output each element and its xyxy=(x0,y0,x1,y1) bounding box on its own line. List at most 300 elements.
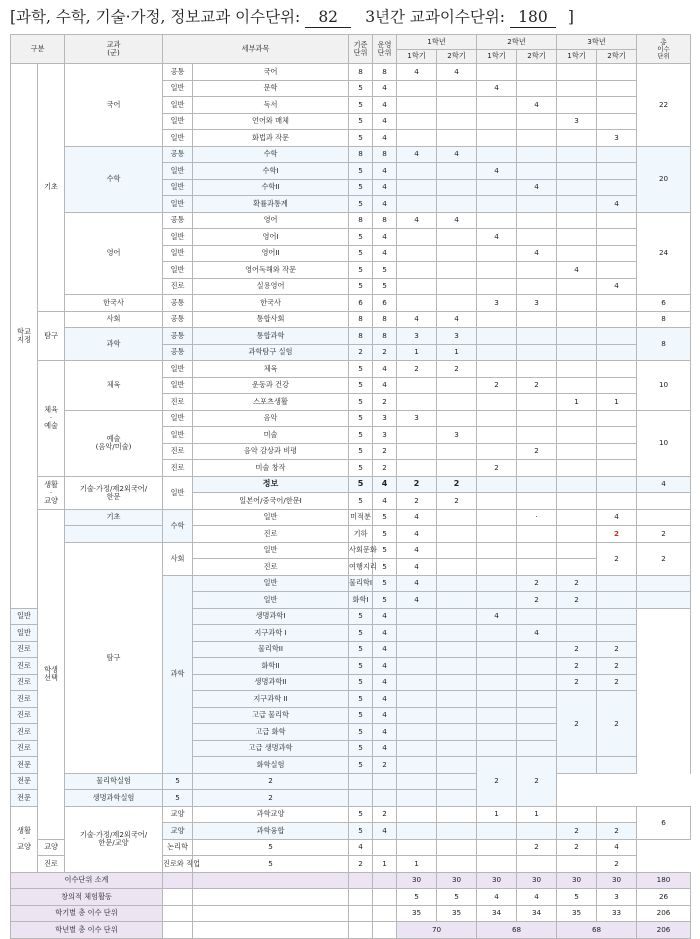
summary-empty-cell xyxy=(193,905,349,922)
table-cell: 5 xyxy=(349,757,373,774)
science-math-units: 82 xyxy=(305,7,351,28)
table-cell xyxy=(397,295,437,312)
table-cell xyxy=(637,509,691,526)
table-cell: 4 xyxy=(373,691,397,708)
table-cell: 4 xyxy=(477,163,517,180)
table-cell: 4 xyxy=(437,311,477,328)
table-cell xyxy=(397,443,437,460)
table-cell xyxy=(557,625,597,642)
table-cell xyxy=(517,823,557,840)
table-cell xyxy=(557,311,597,328)
table-cell: 4 xyxy=(477,229,517,246)
table-cell: 일반 xyxy=(193,592,349,609)
table-cell: 4 xyxy=(517,97,557,114)
table-cell xyxy=(397,641,437,658)
table-footer xyxy=(11,872,691,938)
table-cell: 5 xyxy=(373,575,397,592)
table-cell xyxy=(437,641,477,658)
table-cell: 체육 · 예술 xyxy=(38,361,65,477)
table-cell xyxy=(477,559,517,576)
table-cell: 공통 xyxy=(163,295,193,312)
table-cell: 4 xyxy=(373,641,397,658)
table-cell: 8 xyxy=(349,64,373,81)
table-cell: 수학 xyxy=(163,509,193,542)
table-cell: 2 xyxy=(437,476,477,493)
table-cell: 4 xyxy=(349,839,373,856)
table-cell: 화학실험 xyxy=(193,757,349,774)
table-cell xyxy=(437,856,477,873)
table-cell xyxy=(557,377,597,394)
table-cell xyxy=(397,724,437,741)
table-cell: 일반 xyxy=(163,163,193,180)
table-cell xyxy=(477,394,517,411)
summary-empty-cell xyxy=(349,922,373,939)
table-cell: 4 xyxy=(397,509,437,526)
table-cell xyxy=(517,394,557,411)
table-cell: 공통 xyxy=(163,344,193,361)
table-cell: 4 xyxy=(397,526,437,543)
table-cell: 독서 xyxy=(193,97,349,114)
table-cell: 5 xyxy=(349,113,373,130)
table-cell: 공통 xyxy=(163,146,193,163)
table-cell xyxy=(477,691,517,708)
table-cell xyxy=(557,80,597,97)
table-cell: 2 xyxy=(193,790,349,807)
table-cell: 5 xyxy=(349,443,373,460)
table-cell: 2 xyxy=(597,674,637,691)
table-cell xyxy=(437,229,477,246)
table-cell: 2 xyxy=(397,361,437,378)
table-cell: 5 xyxy=(349,658,373,675)
table-cell: 6 xyxy=(637,295,691,312)
table-cell: 5 xyxy=(349,625,373,642)
table-cell xyxy=(597,460,637,477)
table-row xyxy=(11,64,691,81)
table-cell: 진로 xyxy=(193,559,349,576)
table-cell: 5 xyxy=(349,476,373,493)
table-cell xyxy=(517,163,557,180)
table-cell: 일반 xyxy=(163,361,193,378)
table-cell: 진로와 직업 xyxy=(163,856,193,873)
table-cell: 2 xyxy=(557,575,597,592)
table-cell: 음악 감상과 비평 xyxy=(193,443,349,460)
table-cell: 3 xyxy=(557,113,597,130)
table-cell: · xyxy=(517,509,557,526)
table-cell: 지구과학 I xyxy=(193,625,349,642)
table-row xyxy=(11,773,691,790)
table-cell: 2 xyxy=(397,493,437,510)
table-cell: 2 xyxy=(349,856,373,873)
summary-value: 30 xyxy=(397,872,437,889)
table-cell: 5 xyxy=(163,773,193,790)
table-cell: 8 xyxy=(349,328,373,345)
table-cell xyxy=(597,311,637,328)
header-operating-units: 운영 단위 xyxy=(373,35,397,64)
table-cell: 8 xyxy=(349,212,373,229)
table-cell xyxy=(397,823,437,840)
table-cell: 2 xyxy=(517,757,557,807)
table-cell: 4 xyxy=(637,476,691,493)
table-cell xyxy=(437,790,477,807)
table-cell: 4 xyxy=(437,64,477,81)
table-cell: 2 xyxy=(517,575,557,592)
table-cell xyxy=(517,278,557,295)
table-cell: 2 xyxy=(557,674,597,691)
summary-value: 35 xyxy=(397,905,437,922)
table-cell: 4 xyxy=(597,196,637,213)
table-cell: 진로 xyxy=(11,707,38,724)
table-cell: 3 xyxy=(597,130,637,147)
table-cell xyxy=(477,542,517,559)
table-cell: 공통 xyxy=(163,311,193,328)
table-cell xyxy=(397,427,437,444)
table-cell xyxy=(557,476,597,493)
table-cell: 24 xyxy=(637,212,691,295)
summary-empty-cell xyxy=(193,889,349,906)
table-cell: 4 xyxy=(373,80,397,97)
header-semester: 2학기 xyxy=(597,49,637,64)
table-cell xyxy=(437,839,477,856)
table-cell: 생명과학II xyxy=(193,674,349,691)
table-cell xyxy=(397,196,437,213)
table-cell: 영어 xyxy=(193,212,349,229)
table-cell: 통합사회 xyxy=(193,311,349,328)
table-cell: 교양 xyxy=(38,839,65,856)
table-cell: 일반 xyxy=(11,608,38,625)
table-cell: 5 xyxy=(349,691,373,708)
table-cell: 문학 xyxy=(193,80,349,97)
table-cell: 학교 지정 xyxy=(11,64,38,609)
summary-value: 30 xyxy=(597,872,637,889)
summary-value: 5 xyxy=(437,889,477,906)
table-cell: 5 xyxy=(373,262,397,279)
table-cell: 4 xyxy=(373,493,397,510)
table-cell: 일반 xyxy=(163,476,193,509)
table-cell xyxy=(397,757,437,774)
summary-value: 26 xyxy=(637,889,691,906)
table-cell xyxy=(557,608,597,625)
table-cell xyxy=(437,773,477,790)
table-cell: 일반 xyxy=(163,229,193,246)
table-cell: 4 xyxy=(397,575,437,592)
summary-value: 35 xyxy=(557,905,597,922)
table-cell: 1 xyxy=(373,856,397,873)
table-cell xyxy=(437,608,477,625)
table-cell: 공통 xyxy=(163,328,193,345)
table-cell xyxy=(373,839,397,856)
summary-value: 5 xyxy=(397,889,437,906)
summary-empty-cell xyxy=(163,889,193,906)
table-cell: 과학융합 xyxy=(193,823,349,840)
table-cell xyxy=(597,757,637,774)
table-cell xyxy=(557,295,597,312)
table-cell: 화법과 작문 xyxy=(193,130,349,147)
summary-value: 206 xyxy=(637,905,691,922)
table-cell: 사회문화 xyxy=(349,542,373,559)
curriculum-table-wrapper xyxy=(10,34,691,939)
table-cell xyxy=(437,262,477,279)
table-row xyxy=(11,328,691,345)
table-cell xyxy=(597,427,637,444)
table-cell: 2 xyxy=(557,839,597,856)
table-cell: 공통 xyxy=(163,212,193,229)
table-cell xyxy=(557,427,597,444)
table-cell xyxy=(437,757,477,774)
table-cell: 5 xyxy=(349,97,373,114)
table-row xyxy=(11,476,691,493)
table-cell xyxy=(557,245,597,262)
table-header xyxy=(11,35,691,64)
table-cell xyxy=(477,196,517,213)
table-cell xyxy=(437,410,477,427)
summary-value: 4 xyxy=(477,889,517,906)
table-cell xyxy=(397,113,437,130)
table-cell xyxy=(517,674,557,691)
table-cell xyxy=(437,707,477,724)
table-cell: 4 xyxy=(397,212,437,229)
table-cell xyxy=(477,361,517,378)
table-cell: 기하 xyxy=(349,526,373,543)
table-cell: 4 xyxy=(373,377,397,394)
table-cell: 22 xyxy=(637,64,691,147)
table-cell xyxy=(477,130,517,147)
table-row xyxy=(11,212,691,229)
table-cell: 5 xyxy=(349,806,373,823)
table-cell: 1 xyxy=(397,856,437,873)
table-cell: 3 xyxy=(397,410,437,427)
table-cell: 4 xyxy=(373,625,397,642)
table-cell: 2 xyxy=(517,443,557,460)
table-cell: 기초 xyxy=(38,64,65,312)
header-standard-units: 기준 단위 xyxy=(349,35,373,64)
table-cell: 4 xyxy=(373,823,397,840)
table-cell xyxy=(597,806,637,823)
table-cell: 과학 xyxy=(65,328,163,361)
table-cell xyxy=(477,740,517,757)
table-row xyxy=(11,790,691,807)
table-cell: 운동과 건강 xyxy=(193,377,349,394)
table-cell: 4 xyxy=(397,592,437,609)
summary-value: 30 xyxy=(477,872,517,889)
table-cell: 한국사 xyxy=(193,295,349,312)
table-cell: 2 xyxy=(373,460,397,477)
table-cell xyxy=(437,179,477,196)
table-cell xyxy=(397,839,437,856)
table-cell: 4 xyxy=(373,179,397,196)
table-cell: 2 xyxy=(597,641,637,658)
table-cell: 미술 xyxy=(193,427,349,444)
table-cell xyxy=(437,443,477,460)
table-cell xyxy=(557,229,597,246)
table-cell xyxy=(437,245,477,262)
table-cell xyxy=(397,790,437,807)
table-cell: 5 xyxy=(349,608,373,625)
table-cell xyxy=(517,146,557,163)
table-cell: 전문 xyxy=(11,773,38,790)
table-cell xyxy=(397,674,437,691)
table-cell: 진로 xyxy=(163,460,193,477)
table-cell xyxy=(373,773,397,790)
table-cell: 5 xyxy=(349,674,373,691)
table-cell xyxy=(477,97,517,114)
table-cell: 4 xyxy=(373,608,397,625)
table-cell xyxy=(557,542,597,559)
table-body xyxy=(11,64,691,873)
table-cell xyxy=(477,443,517,460)
table-cell xyxy=(349,790,373,807)
table-cell xyxy=(477,179,517,196)
header-category: 구분 xyxy=(11,35,65,64)
table-cell xyxy=(597,113,637,130)
table-cell xyxy=(437,674,477,691)
table-cell: 2 xyxy=(597,856,637,873)
table-cell: 사회 xyxy=(163,542,193,575)
header-semester: 2학기 xyxy=(517,49,557,64)
table-cell: 고급 물리학 xyxy=(193,707,349,724)
header-grade-3: 3학년 xyxy=(557,35,637,50)
table-cell xyxy=(557,130,597,147)
table-cell: 2 xyxy=(517,592,557,609)
table-cell: 전문 xyxy=(11,757,38,774)
table-cell xyxy=(557,806,597,823)
table-cell xyxy=(597,476,637,493)
summary-empty-cell xyxy=(373,872,397,889)
table-cell: 영어 xyxy=(65,212,163,295)
table-cell xyxy=(517,658,557,675)
table-cell: 고급 생명과학 xyxy=(193,740,349,757)
table-cell: 일본어/중국어/한문I xyxy=(193,493,349,510)
table-cell xyxy=(517,344,557,361)
table-cell: 4 xyxy=(437,212,477,229)
table-cell: 진로 xyxy=(11,674,38,691)
table-cell: 일반 xyxy=(193,542,349,559)
table-cell: 2 xyxy=(597,658,637,675)
table-cell xyxy=(517,476,557,493)
table-cell xyxy=(477,212,517,229)
table-cell: 전문 xyxy=(11,790,38,807)
table-cell: 2 xyxy=(557,658,597,675)
table-cell: 실용영어 xyxy=(193,278,349,295)
table-cell: 2 xyxy=(637,526,691,543)
table-cell xyxy=(597,328,637,345)
table-cell xyxy=(597,179,637,196)
table-cell: 진로 xyxy=(11,724,38,741)
table-cell: 생활 · 교양 xyxy=(38,476,65,509)
summary-label: 이수단위 소계 xyxy=(11,872,163,889)
table-cell: 3 xyxy=(373,427,397,444)
table-cell xyxy=(397,229,437,246)
table-cell: 국어 xyxy=(65,64,163,147)
table-row xyxy=(11,146,691,163)
summary-empty-cell xyxy=(349,905,373,922)
table-cell: 일반 xyxy=(163,113,193,130)
table-cell: 5 xyxy=(349,707,373,724)
table-row xyxy=(11,295,691,312)
table-cell: 5 xyxy=(349,80,373,97)
table-cell xyxy=(637,592,691,609)
table-cell xyxy=(517,856,557,873)
summary-empty-cell xyxy=(373,889,397,906)
table-cell: 5 xyxy=(349,278,373,295)
table-cell: 8 xyxy=(637,311,691,328)
summary-value: 30 xyxy=(437,872,477,889)
table-cell xyxy=(437,526,477,543)
total-units: 180 xyxy=(510,7,556,28)
table-cell: 4 xyxy=(597,509,637,526)
table-cell: 5 xyxy=(349,262,373,279)
table-cell: 2 xyxy=(637,542,691,575)
table-cell: 예술 (음악/미술) xyxy=(65,410,163,476)
table-cell: 일반 xyxy=(163,130,193,147)
table-cell: 진로 xyxy=(163,394,193,411)
table-cell: 4 xyxy=(373,476,397,493)
table-cell: 5 xyxy=(349,163,373,180)
summary-value: 180 xyxy=(637,872,691,889)
table-row xyxy=(11,526,691,543)
table-cell: 4 xyxy=(517,625,557,642)
table-cell: 5 xyxy=(349,394,373,411)
table-cell: 2 xyxy=(557,592,597,609)
table-cell xyxy=(477,113,517,130)
header-detail-subject: 세부과목 xyxy=(163,35,349,64)
table-cell: 5 xyxy=(163,790,193,807)
table-row xyxy=(11,542,691,559)
table-cell: 한국사 xyxy=(65,295,163,312)
table-cell xyxy=(477,328,517,345)
table-cell xyxy=(517,542,557,559)
table-cell: 진로 xyxy=(11,691,38,708)
table-cell: 2 xyxy=(477,757,517,807)
header-semester: 1학기 xyxy=(557,49,597,64)
table-cell: 일반 xyxy=(193,575,349,592)
table-cell xyxy=(597,295,637,312)
table-cell: 4 xyxy=(373,229,397,246)
table-cell xyxy=(597,212,637,229)
table-cell: 5 xyxy=(373,526,397,543)
table-cell: 진로 xyxy=(38,856,65,873)
table-cell: 4 xyxy=(397,64,437,81)
table-cell xyxy=(597,410,637,427)
table-cell xyxy=(557,410,597,427)
table-cell: 확률과통계 xyxy=(193,196,349,213)
table-cell: 4 xyxy=(373,724,397,741)
table-cell: 2 xyxy=(373,443,397,460)
table-cell: 지구과학 II xyxy=(193,691,349,708)
table-cell xyxy=(557,146,597,163)
table-cell: 4 xyxy=(397,542,437,559)
table-cell xyxy=(397,773,437,790)
table-cell xyxy=(477,625,517,642)
table-cell: 4 xyxy=(373,361,397,378)
table-cell: 8 xyxy=(637,328,691,361)
table-cell: 과학교양 xyxy=(193,806,349,823)
table-cell: 4 xyxy=(373,196,397,213)
table-cell: 교양 xyxy=(163,806,193,823)
table-cell xyxy=(437,509,477,526)
table-cell: 4 xyxy=(373,245,397,262)
table-cell xyxy=(477,592,517,609)
table-cell xyxy=(557,196,597,213)
table-cell: 수학I xyxy=(193,163,349,180)
summary-value: 30 xyxy=(557,872,597,889)
summary-empty-cell xyxy=(163,872,193,889)
summary-year-value: 70 xyxy=(397,922,477,939)
summary-empty-cell xyxy=(349,872,373,889)
title-middle: 3년간 교과이수단위: xyxy=(365,8,510,26)
table-cell: 진로 xyxy=(11,658,38,675)
table-cell xyxy=(517,724,557,741)
table-cell xyxy=(373,790,397,807)
